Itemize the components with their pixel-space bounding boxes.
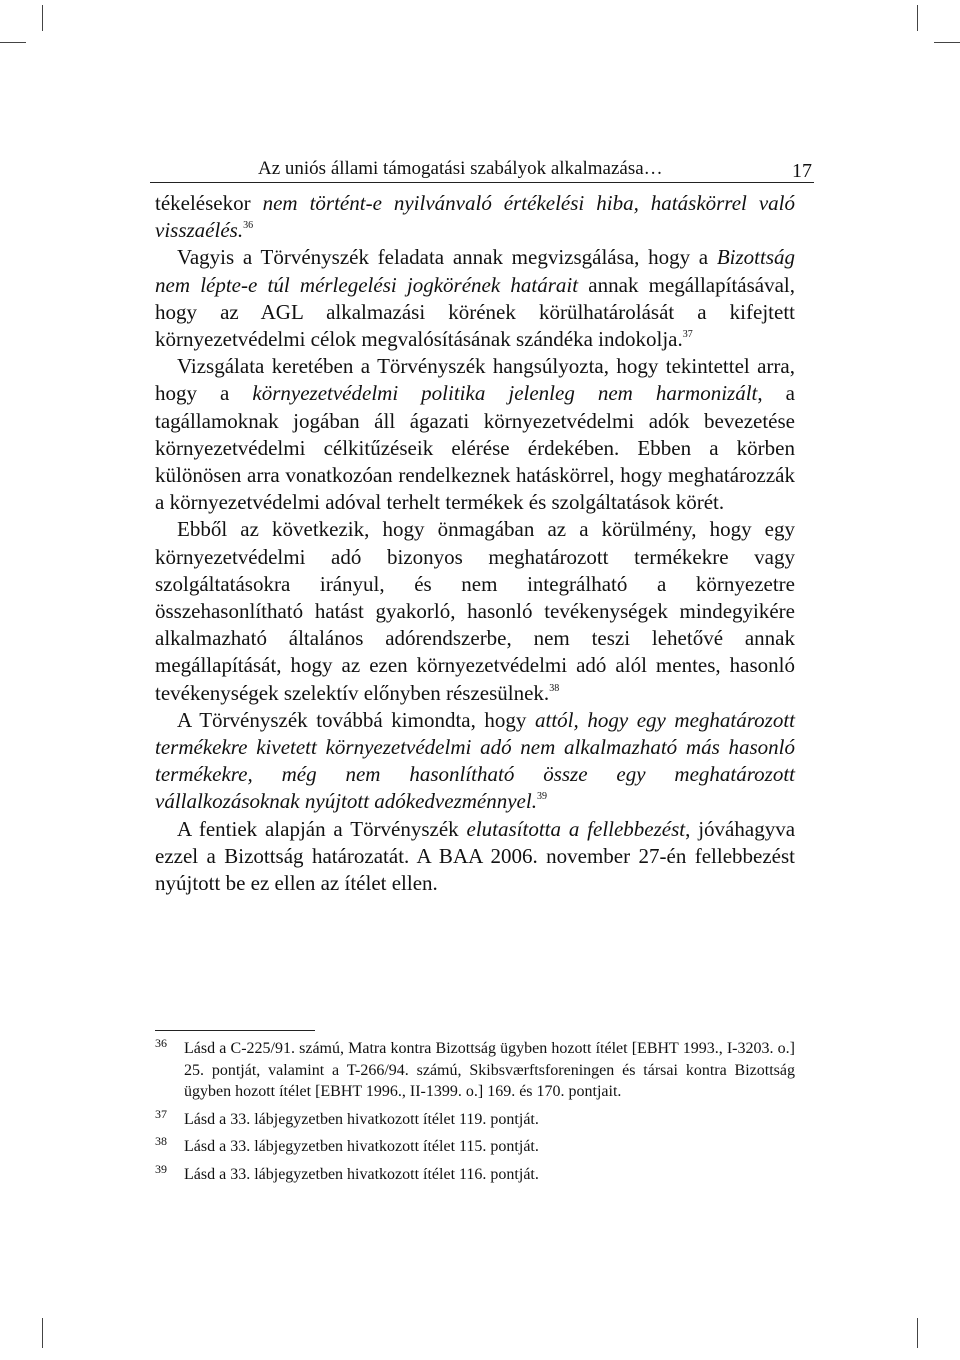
text-run: Vizsgálata keretében a Törvényszék hangsúlyozta, hogy tekintettel arra, hogy a — [155, 354, 795, 406]
text-run: annak megállapításával, hogy az AGL alkalmazási körének körülhatárolását a kifejtett környezetvédelmi célok megvalósításának szándéka indokolja. — [155, 272, 796, 352]
footnote — [155, 1038, 795, 1103]
running-header — [150, 156, 814, 183]
emphasis: Bizottság nem lépte-e túl mérlegelési jogkörének határait — [155, 245, 795, 297]
paragraph — [155, 190, 795, 244]
footnote-separator — [155, 1030, 315, 1031]
footnote-text: Lásd a 33. lábjegyzetben hivatkozott ítélet 115. pontját. — [184, 1138, 539, 1155]
text-run: Ebből az következik, hogy önmagában az a körülmény, hogy egy környezetvédelmi adó bizonyos meghatározott termékekre vagy szolgáltatásokra irányul, és nem integrálható a környezetre összehasonlítható hatást gyakorló, hasonló tevékenységek mindegyikére alkalmazható általános adórendszerbe, nem teszi lehetővé annak megállapítását, hogy az ezen környezetvédelmi adó alól mentes, hasonló tevékenységek szelektív előnyben részesülnek. — [155, 517, 795, 705]
footnote-number: 36 — [155, 1036, 167, 1050]
crop-mark — [917, 1318, 918, 1348]
running-title: Az uniós állami támogatási szabályok alkalmazása… — [258, 158, 663, 179]
text-run: A fentiek alapján a Törvényszék — [177, 816, 467, 841]
footnote-text: Lásd a C-225/91. számú, Matra kontra Bizottság ügyben hozott ítélet [EBHT 1993., I-3203. o.] 25. pontját, valamint a T-266/94. számú, Skibsværftsforeningen és társai kontra Bizottság ügyben hozott ítélet [EBHT 1996., II-1399. o.] 169. és 170. pontjait. — [184, 1040, 795, 1100]
emphasis: elutasította a fellebbezést — [466, 816, 686, 841]
footnote — [155, 1136, 795, 1158]
text-run: , jóváhagyva ezzel a Bizottság határozatát. A BAA 2006. november 27-én fellebbezést nyújtott be ez ellen az ítélet ellen. — [155, 816, 796, 896]
paragraph — [155, 516, 795, 706]
paragraph — [155, 707, 795, 816]
footnote-number: 39 — [155, 1161, 167, 1176]
crop-mark — [0, 42, 26, 43]
emphasis: nem történt-e nyilvánvaló értékelési hiba, hatáskörrel való visszaélés. — [155, 191, 795, 243]
paragraph — [155, 244, 795, 353]
footnote-ref: 37 — [682, 329, 693, 341]
page-number: 17 — [792, 160, 812, 182]
emphasis: attól, hogy egy meghatározott termékekre kivetett környezetvédelmi adó nem alkalmazható más hasonló termékekre, még nem hasonlítható össze egy meghatározott vállalkozásoknak nyújtott adókedvezménnyel. — [155, 707, 795, 814]
footnote-number: 37 — [155, 1106, 167, 1121]
crop-mark — [42, 5, 43, 31]
crop-mark — [934, 42, 960, 43]
footnote-ref: 36 — [243, 220, 254, 232]
paragraph — [155, 816, 795, 898]
footnotes — [155, 1038, 795, 1191]
emphasis: környezetvédelmi politika jelenleg nem harmonizált — [252, 381, 758, 406]
text-run: Vagyis a Törvényszék feladata annak megvizsgálása, hogy a — [177, 245, 717, 270]
text-run: A Törvényszék továbbá kimondta, hogy — [177, 707, 535, 732]
footnote-ref: 39 — [536, 791, 547, 803]
crop-mark — [42, 1318, 43, 1348]
footnote — [155, 1106, 795, 1131]
paragraph — [155, 353, 795, 516]
footnote-ref: 38 — [549, 682, 560, 694]
crop-mark — [917, 5, 918, 31]
footnote-text: Lásd a 33. lábjegyzetben hivatkozott ítélet 116. pontját. — [184, 1165, 539, 1183]
text-run: , a tagállamoknak jogában áll ágazati környezetvédelmi adók bevezetése környezetvédelmi célkitűzéseik elérése érdekében. Ebben a körben különösen arra vonatkozóan rendelkeznek hatáskörrel, hogy meghatározzák a környezetvédelmi adóval terhelt termékek és szolgáltatások körét. — [155, 381, 795, 515]
footnote-text: Lásd a 33. lábjegyzetben hivatkozott ítélet 119. pontját. — [184, 1110, 539, 1128]
body-text — [155, 190, 795, 897]
text-run: tékelésekor — [155, 191, 263, 215]
footnote-number: 38 — [155, 1134, 167, 1148]
footnote — [155, 1161, 795, 1186]
